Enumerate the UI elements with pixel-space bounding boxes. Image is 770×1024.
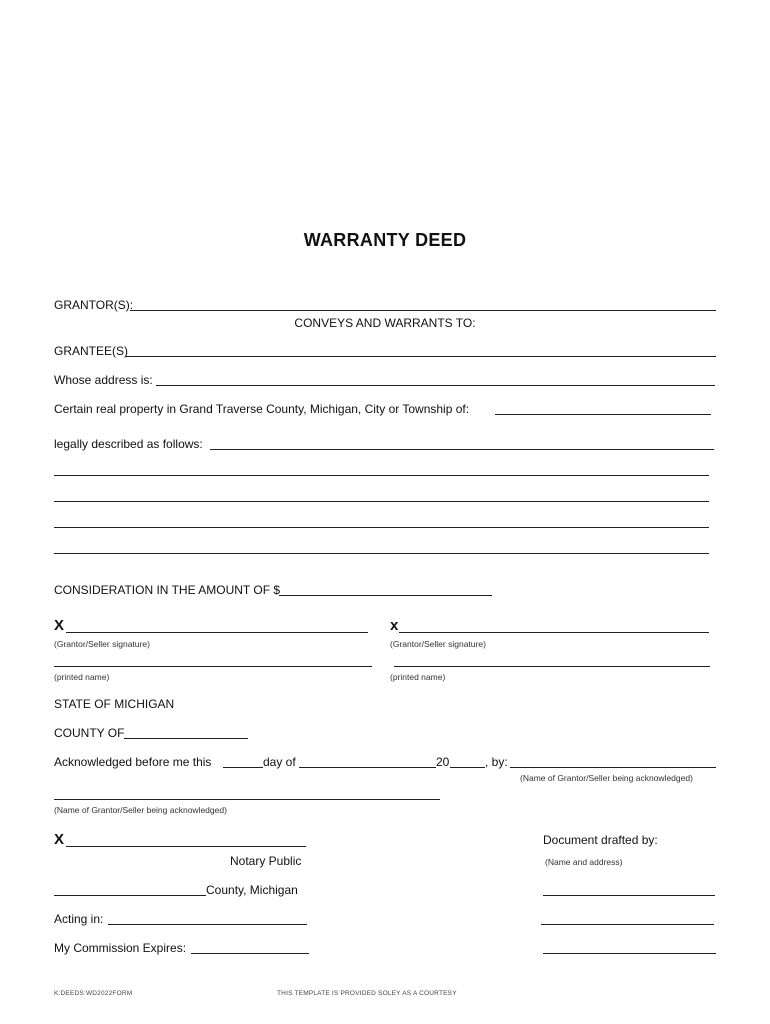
acting-in-field[interactable] (108, 924, 307, 925)
property-label: Certain real property in Grand Traverse County, Michigan, City or Township of: (54, 402, 470, 416)
printed-name-field-2[interactable] (394, 666, 710, 667)
address-field[interactable] (156, 385, 715, 386)
township-field[interactable] (495, 414, 711, 415)
commission-expires-field[interactable] (191, 953, 309, 954)
printed-name-caption-right: (printed name) (390, 672, 446, 682)
drafted-by-field-2[interactable] (541, 924, 714, 925)
grantor-field[interactable] (130, 310, 716, 311)
acknowledged-text-1: Acknowledged before me this (54, 755, 212, 769)
notary-county-field[interactable] (54, 895, 206, 896)
commission-expires-label: My Commission Expires: (54, 941, 187, 955)
legal-description-field-5[interactable] (54, 553, 709, 554)
ack-year-field[interactable] (450, 767, 485, 768)
legal-description-field-2[interactable] (54, 475, 709, 476)
footer-form-id: K:DEEDS:WD2022FORM (54, 990, 133, 997)
grantee-label: GRANTEE(S) (54, 344, 129, 358)
drafted-by-field-1[interactable] (543, 895, 715, 896)
drafted-by-label: Document drafted by: (543, 833, 658, 847)
footer-courtesy-note: THIS TEMPLATE IS PROVIDED SOLEY AS A COURTESY (277, 990, 457, 997)
address-label: Whose address is: (54, 373, 153, 387)
ack-by-field[interactable] (510, 767, 716, 768)
signature-caption-left: (Grantor/Seller signature) (54, 639, 150, 649)
printed-name-field-1[interactable] (54, 666, 372, 667)
notary-signature-field[interactable] (66, 846, 306, 847)
state-label: STATE OF MICHIGAN (54, 697, 175, 711)
ack-name-field[interactable] (54, 799, 440, 800)
consideration-amount-field[interactable] (279, 595, 492, 596)
notary-signature-x: X (54, 831, 65, 848)
signature-x-right: x (390, 617, 399, 634)
ack-caption-left: (Name of Grantor/Seller being acknowledged) (54, 805, 227, 815)
acting-in-label: Acting in: (54, 912, 104, 926)
county-label: COUNTY OF (54, 726, 125, 740)
conveys-text: CONVEYS AND WARRANTS TO: (294, 316, 476, 330)
legal-description-field-1[interactable] (210, 449, 714, 450)
notary-public-label: Notary Public (230, 854, 302, 868)
county-michigan-label: County, Michigan (206, 883, 298, 897)
drafted-by-field-3[interactable] (543, 953, 716, 954)
county-field[interactable] (124, 738, 248, 739)
consideration-label: CONSIDERATION IN THE AMOUNT OF $ (54, 583, 281, 597)
acknowledged-text-4: , by: (485, 755, 508, 769)
printed-name-caption-left: (printed name) (54, 672, 110, 682)
drafted-by-caption: (Name and address) (545, 857, 623, 867)
grantee-field[interactable] (125, 356, 716, 357)
legal-description-label: legally described as follows: (54, 437, 203, 451)
grantor-signature-field-2[interactable] (399, 632, 709, 633)
ack-caption-right: (Name of Grantor/Seller being acknowledged) (520, 773, 693, 783)
acknowledged-text-2: day of (263, 755, 296, 769)
document-title: WARRANTY DEED (303, 230, 467, 250)
grantor-label: GRANTOR(S): (54, 298, 134, 312)
signature-x-left: X (54, 617, 65, 634)
ack-month-field[interactable] (299, 767, 436, 768)
signature-caption-right: (Grantor/Seller signature) (390, 639, 486, 649)
legal-description-field-4[interactable] (54, 527, 709, 528)
legal-description-field-3[interactable] (54, 501, 709, 502)
grantor-signature-field-1[interactable] (66, 632, 368, 633)
acknowledged-text-3: 20 (436, 755, 450, 769)
ack-day-field[interactable] (223, 767, 263, 768)
